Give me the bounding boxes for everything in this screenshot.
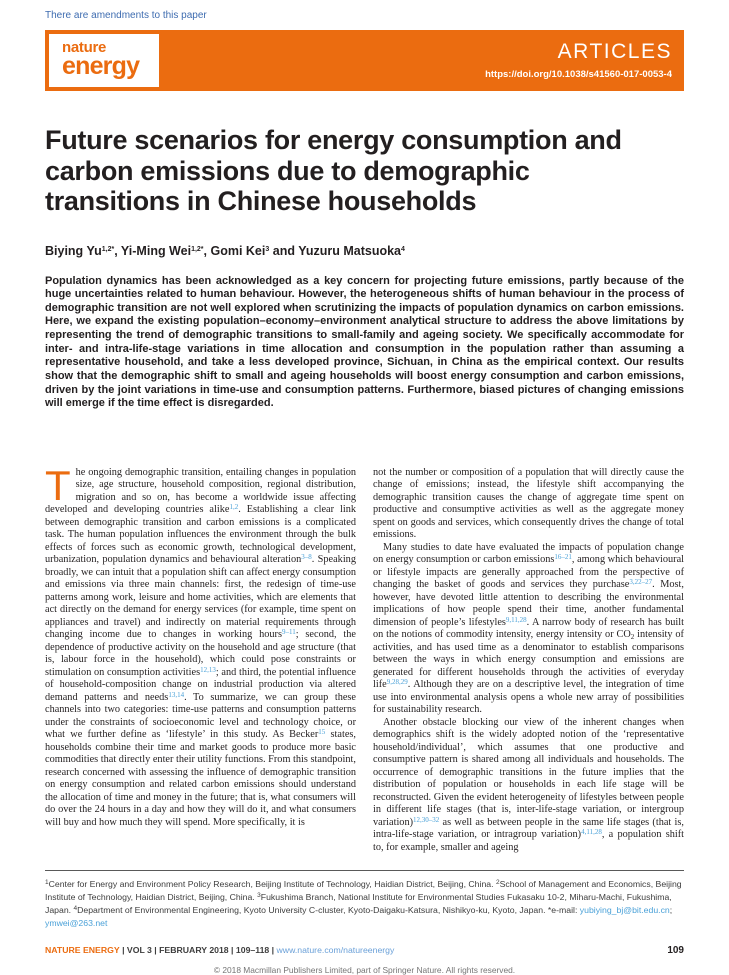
reference-superscript: 1,2* [101,246,115,254]
intro-paragraph: The ongoing demographic transition, entailing changes in population size, age structure, household composition, regional distribution, migration and so on, has become a worldwide issue affecting developed and developing countries alike$^{1,2}$. Establishing a clear link between demographic transition and carbon emissions is a complicated task. The human population influences the environment through the bulk effects of forces such as economic growth, technological development, urbanization, population dynamics and behavioural alteration$^{3-8}$. Speaking broadly, we can intuit that a population shift can affect energy consumption and emissions via three main channels: first, the redesign of time-use patterns among work, leisure and home activities, which are elements that act directly on the demand for energy services (for example, time spent on appliances and travel) and indirectly on material requirements through changing income due to changes in working hours$^{9-11}$; second, the dependence of productive activity on the household and age structure (that is, labour force in the household), which could pose constraints or stimulation on consumption activities$^{12,13}$; and third, the potential influence of household-composition change on industrial production via altered demand patterns and needs$^{13,14}$. To summarize, we can group these channels into two categories: time-use patterns and consumption patterns under the constraints of socioeconomic level and technology choice, or what we further define as ‘lifestyle’ in this study. As Becker$^{15}$ states, households combine their time and market goods to produce more basic commodities that directly enter their utility functions. From this standpoint, research concerned with assessing the influence of demographic transition on energy consumption and related carbon emissions should understand the allocation of time and money in the future; that is, what consumers will do over the 24 hours in a day and how they will do it, and what consumers will buy and how much they will spend. More specifically, it is [45,461,357,828]
journal-url-link[interactable]: www.nature.com/natureenergy [276,945,395,956]
masthead-banner [45,30,684,91]
body-paragraph: Many studies to date have evaluated the impacts of population change on energy consumption or carbon emissions$^{16-21}$, among which behavioural or lifestyle impacts are generally approached from the perspective of changing the basket of goods and services they purchase$^{3,22-27}$. Most, however, have devoted little attention to describing the environmental implications of how people spend their time, another fundamental dimension of people’s lifestyles$^{9,11,28}$. A narrow body of research has built on the notions of commodity intensity, energy intensity or $CO_2$ intensity of activities, and has used time as a denominator to establish comparisons between the ways in which energy consumption and emissions are generated for different households through the activities of everyday life$^{9,28,29}$. Although they are on a descriptive level, the integration of time use into environmental analysis opens a whole new array of possibilities for sustainability research. [373,541,685,716]
body-columns [45,461,685,855]
body-column-left [45,461,357,855]
reference-superscript: 3 [257,892,261,900]
reference-superscript: 15 [318,728,326,737]
reference-superscript: 9,11,28 [505,615,527,624]
footnote-divider [45,870,684,871]
reference-superscript: 4 [401,246,405,254]
reference-superscript: 2 [495,879,500,887]
logo-energy-text: energy [62,52,140,80]
body-paragraph: Another obstacle blocking our view of the inherent changes when demographics shift is the widely adopted notion of the ‘representative household/individual’, which assumes that one productive and consumptive pattern is shared among all individuals and households. The occurrence of demographic transitions in the future implies that the distribution of population or households in each life stage will be reconstructed. Given the evident heterogeneity of lifestyles between people in different life stages (that is, inter-life-stage variation, or intergroup variation)$^{12,30-32}$ as well as between people in the same life stages (that is, intra-life-stage variation, or intragroup variation)$^{4,11,28}$, a population shift to, for example, smaller and ageing [373,716,685,853]
subscript: 2 [630,633,635,641]
authors-line: Biying $Yu^{1,2*}$, Yi-Ming Wei$^{1,2*}$, Gomi Kei$^3$ and Yuzuru Matsuoka$^4$ [45,243,405,258]
reference-superscript: 4,11,28 [581,828,602,837]
reference-superscript: 4 [73,905,78,913]
section-label: ARTICLES [557,40,672,63]
abstract-text: Population dynamics has been acknowledged as a key concern for projecting future emissions, partly because of the huge uncertainties related to human behaviour. However, the heterogeneous shifts of human behaviour in the process of demographic transition are not well explored when scrutinizing the impacts of population dynamics on carbon emissions. Here, we expand the existing population–economy–environment analytical structure to address the above limitations by representing the trend of demographic transitions to small-family and ageing society. We specifically accommodate for inter- and intra-life-stage variations in time allocation and consumption in the population rather than assuming a representative household, and take a less developed province, Sichuan, in China as the empirical context. Our results show that the demographic shift to small and ageing households will boost energy consumption and carbon emissions, driven by the joint variations in time-use and consumption patterns. Furthermore, biased pictures of changing emissions will emerge if the time effect is disregarded. [45,274,684,410]
reference-superscript: 12,13 [200,665,216,674]
body-column-right [373,467,684,855]
reference-superscript: 12,30–32 [413,815,440,824]
reference-superscript: 9–11 [282,628,296,637]
email-link[interactable]: yubiying_bj@bit.edu.cn [579,905,670,916]
reference-superscript: 3,22–27 [629,578,653,587]
copyright-text: © 2018 Macmillan Publishers Limited, part of Springer Nature. All rights reserved. [213,965,516,975]
body-paragraph: not the number or composition of a population that will directly cause the change of emissions; instead, the lifestyle shift accompanying the demographic transition causes the change of aggregate time spent on productive and consumptive activities as well as the aggregate money spent on goods and services, which consequently drives the change of total emissions. [373,466,684,541]
reference-superscript: 1 [45,879,49,887]
journal-name: NATURE ENERGY [45,945,120,956]
journal-info-line [45,945,684,956]
reference-superscript: 1,2* [191,246,204,254]
affiliations-text: $^1$Center for Energy and Environment Policy Research, Beijing Institute of Technology, Haidian District, Beijing, China. $^2$School of Management and Economics, Beijing Institute of Technology, Haidian District, Beijing, China. $^3$Fukushima Branch, National Institute for Environmental Studies Fukasaku 10-2, Miharu-Machi, Fukushima, Japan. $^4$Department of Environmental Engineering, Kyoto University C-cluster, Kyoto-Daigaku-Katsura, Nishikyo-ku, Kyoto, Japan. *e-mail: yubiying_bj@bit.edu.cn; ymwei@263.net [45,879,682,929]
reference-superscript: 3 [265,246,270,254]
issue-info: | VOL 3 | FEBRUARY 2018 | 109–118 | [119,945,277,956]
doi-link[interactable]: https://doi.org/10.1038/s41560-017-0053-4 [485,69,672,80]
reference-superscript: 1,2 [229,503,239,512]
nature-energy-logo [49,34,159,87]
reference-superscript: 13,14 [168,690,185,699]
logo-nature-text: nature [62,39,107,56]
page-number: 109 [667,945,684,957]
reference-superscript: 3–8 [301,553,312,562]
amendment-notice-link[interactable]: There are amendments to this paper [45,10,207,21]
email-link[interactable]: ymwei@263.net [45,918,108,929]
banner-right-block [485,30,684,91]
page-title: Future scenarios for energy consumption and carbon emissions due to demographic transitions in Chinese households [45,125,622,216]
reference-superscript: 9,28,29 [386,678,408,687]
reference-superscript: 16–21 [554,553,572,562]
